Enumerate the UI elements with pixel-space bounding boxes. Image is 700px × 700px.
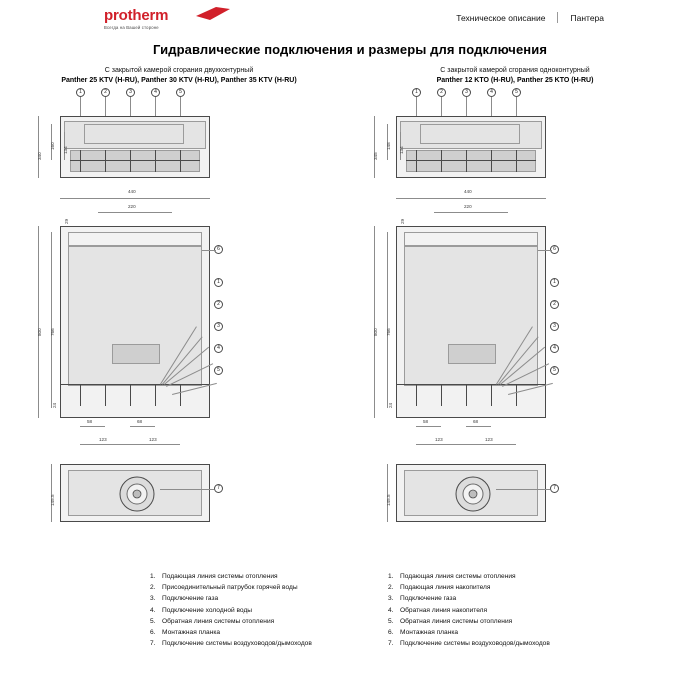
dim-front-766: 766 [50, 328, 55, 336]
drawing-left [24, 88, 334, 548]
top-view-port-5-right [516, 150, 517, 172]
legend-index: 1. [150, 573, 156, 580]
front-view-top-panel-right [404, 232, 538, 246]
logo-flag-icon [196, 7, 230, 21]
dimline-front-220-right [434, 212, 508, 213]
callout-bottom-7: 7 [214, 484, 223, 493]
front-view-pipe-1 [80, 384, 81, 406]
breadcrumb-item-doc: Техническое описание [456, 12, 546, 23]
dim-top-345: 345 [373, 152, 378, 160]
dimline-123b-right [466, 444, 516, 445]
dimline-front-766 [51, 232, 52, 408]
callout-front-1: 1 [214, 278, 223, 287]
flue-connection-icon-right [450, 472, 496, 516]
legend-text: Подключение газа [162, 595, 219, 603]
dim-top-160: 160 [50, 142, 55, 150]
dimline-68a [130, 426, 155, 427]
flue-connection-icon [114, 472, 160, 516]
legend-left [150, 571, 312, 649]
legend-text: Подключение газа [400, 595, 457, 603]
dim-123a-right: 123 [435, 437, 443, 442]
list-item [388, 616, 550, 627]
front-view-top-panel [68, 232, 202, 246]
drawing-column-right [360, 67, 670, 548]
top-view-port-1 [80, 150, 81, 172]
callout-top-5: 5 [176, 88, 185, 97]
dimline-top-345-right [374, 116, 375, 178]
front-view-pipe-3-right [466, 384, 467, 406]
dim-front-800: 800 [37, 328, 42, 336]
list-item [388, 638, 550, 649]
column-right-models: Panther 12 KTO (H-RU), Panther 25 KTO (H-RU) [436, 77, 594, 84]
breadcrumb-separator [557, 12, 558, 23]
legend-text: Обратная линия системы отопления [162, 617, 275, 625]
logo-wordmark: protherm [104, 7, 169, 24]
dimline-68a-right [466, 426, 491, 427]
dim-top-134: 134 [63, 146, 68, 154]
top-view-port-4-right [491, 150, 492, 172]
legend-text: Подключение системы воздуховодов/дымоходов [162, 640, 312, 648]
top-view-port-2-right [441, 150, 442, 172]
dimline-123b [130, 444, 180, 445]
front-view-control-panel [112, 344, 160, 364]
dim-bottom-1455: 145.5 [50, 494, 55, 506]
dimline-front-766-right [387, 232, 388, 408]
dim-123b-right: 123 [485, 437, 493, 442]
dimline-front-440 [60, 198, 210, 199]
dim-front-220-right: 220 [464, 204, 472, 209]
dim-58a-right: 58 [423, 419, 429, 424]
dim-front-24-right: 24 [388, 402, 393, 408]
dimline-front-800 [38, 226, 39, 418]
legend-index: 4. [388, 606, 394, 614]
dim-front-220: 220 [128, 204, 136, 209]
top-view-port-5 [180, 150, 181, 172]
dimline-front-800-right [374, 226, 375, 418]
legend-text: Присоединительный патрубок горячей воды [162, 584, 298, 592]
dim-123b: 123 [149, 437, 157, 442]
legend-text: Обратная линия накопителя [400, 606, 488, 614]
front-view-pipe-5-right [516, 384, 517, 406]
list-item [150, 627, 312, 638]
legend-text: Монтажная планка [400, 629, 459, 637]
list-item [150, 605, 312, 616]
dim-58a: 58 [87, 419, 93, 424]
column-left-models: Panther 25 KTV (H-RU), Panther 30 KTV (H-RU), Panther 35 KTV (H-RU) [61, 77, 297, 84]
dimline-bottom-1455-right [387, 464, 388, 522]
callout-front-6-right: 6 [550, 245, 559, 254]
callout-front-4-right: 4 [550, 344, 559, 353]
legend-text: Подключение системы воздуховодов/дымоходов [400, 640, 550, 648]
callout-front-3: 3 [214, 322, 223, 331]
protherm-logo [104, 8, 224, 34]
legend-index: 5. [388, 617, 394, 625]
list-item [388, 605, 550, 616]
dim-68a-right: 68 [473, 419, 479, 424]
dim-front-440: 440 [128, 189, 136, 194]
drawing-right [360, 88, 670, 548]
front-view-casing-right [404, 246, 538, 386]
legend-index: 6. [150, 629, 156, 637]
legend-index: 2. [388, 584, 394, 592]
front-view-pipe-4 [155, 384, 156, 406]
callout-top-4-right: 4 [487, 88, 496, 97]
leader-bottom-7-right [496, 489, 550, 490]
callout-top-1-right: 1 [412, 88, 421, 97]
dimline-58a [80, 426, 105, 427]
dimline-bottom-1455 [51, 464, 52, 522]
list-item [388, 571, 550, 582]
front-view-pipe-3 [130, 384, 131, 406]
callout-front-5-right: 5 [550, 366, 559, 375]
dimline-58a-right [416, 426, 441, 427]
list-item [150, 571, 312, 582]
front-view-pipe-5 [180, 384, 181, 406]
top-view-port-2 [105, 150, 106, 172]
dimline-123a [80, 444, 130, 445]
dim-front-24: 24 [52, 402, 57, 408]
front-view-control-panel-right [448, 344, 496, 364]
callout-top-1: 1 [76, 88, 85, 97]
dim-top-134-right: 134 [399, 146, 404, 154]
legend-area [0, 571, 700, 667]
list-item [150, 593, 312, 604]
legend-index: 2. [150, 584, 156, 592]
legend-index: 4. [150, 606, 156, 614]
legend-text: Обратная линия системы отопления [400, 617, 513, 625]
legend-index: 3. [388, 595, 394, 603]
page-title: Гидравлические подключения и размеры для подключения [152, 42, 548, 57]
callout-front-2: 2 [214, 300, 223, 309]
leader-front-6-right [538, 250, 552, 251]
top-view-detail-a-right [420, 124, 520, 144]
dim-front-766-right: 766 [386, 328, 391, 336]
callout-top-3: 3 [126, 88, 135, 97]
dim-68a: 68 [137, 419, 143, 424]
top-view-port-3 [130, 150, 131, 172]
page-header [0, 0, 700, 36]
callout-front-5: 5 [214, 366, 223, 375]
legend-text: Подключение холодной воды [162, 606, 253, 614]
dimline-front-440-right [396, 198, 546, 199]
legend-index: 7. [150, 640, 156, 648]
list-item [388, 627, 550, 638]
legend-right [388, 571, 550, 649]
dim-bottom-1455-right: 145.5 [386, 494, 391, 506]
dim-top-148: 148 [386, 142, 391, 150]
front-view-pipe-4-right [491, 384, 492, 406]
dim-123a: 123 [99, 437, 107, 442]
callout-front-1-right: 1 [550, 278, 559, 287]
legend-text: Подающая линия системы отопления [162, 573, 278, 580]
callout-top-4: 4 [151, 88, 160, 97]
front-view-casing [68, 246, 202, 386]
callout-front-6: 6 [214, 245, 223, 254]
list-item [150, 616, 312, 627]
legend-index: 7. [388, 640, 394, 648]
list-item [388, 582, 550, 593]
front-view-pipe-2 [105, 384, 106, 406]
dim-front-29-right: 29 [400, 218, 405, 224]
legend-index: 6. [388, 629, 394, 637]
legend-text: Монтажная планка [162, 629, 221, 637]
dim-top-340: 340 [37, 152, 42, 160]
callout-bottom-7-right: 7 [550, 484, 559, 493]
front-view-pipe-2-right [441, 384, 442, 406]
dim-front-440-right: 440 [464, 189, 472, 194]
breadcrumb-item-model: Пантера [570, 12, 604, 23]
list-item [150, 582, 312, 593]
column-left-subtitle: С закрытой камерой сгорания двухконтурный [104, 67, 254, 74]
callout-front-4: 4 [214, 344, 223, 353]
top-view-port-1-right [416, 150, 417, 172]
drawings-area [0, 67, 700, 567]
drawing-column-left [24, 67, 334, 548]
callout-top-5-right: 5 [512, 88, 521, 97]
callout-front-2-right: 2 [550, 300, 559, 309]
callout-front-3-right: 3 [550, 322, 559, 331]
dim-front-29: 29 [64, 218, 69, 224]
callout-top-2-right: 2 [437, 88, 446, 97]
list-item [388, 593, 550, 604]
dimline-123a-right [416, 444, 466, 445]
leader-bottom-7 [160, 489, 214, 490]
logo-tagline: Всегда на Вашей стороне [104, 25, 159, 30]
legend-index: 5. [150, 617, 156, 625]
dimline-front-220 [98, 212, 172, 213]
dimline-top-340 [38, 116, 39, 178]
breadcrumb [456, 12, 604, 23]
front-view-pipe-1-right [416, 384, 417, 406]
legend-text: Подающая линия системы отопления [400, 573, 516, 580]
list-item [150, 638, 312, 649]
leader-front-6 [202, 250, 216, 251]
callout-top-2: 2 [101, 88, 110, 97]
column-right-subtitle: С закрытой камерой сгорания одноконтурный [440, 67, 590, 74]
legend-index: 3. [150, 595, 156, 603]
callout-top-3-right: 3 [462, 88, 471, 97]
top-view-detail-a [84, 124, 184, 144]
dim-front-800-right: 800 [373, 328, 378, 336]
legend-text: Подающая линия накопителя [400, 584, 491, 592]
top-view-port-4 [155, 150, 156, 172]
legend-index: 1. [388, 573, 394, 580]
top-view-port-3-right [466, 150, 467, 172]
